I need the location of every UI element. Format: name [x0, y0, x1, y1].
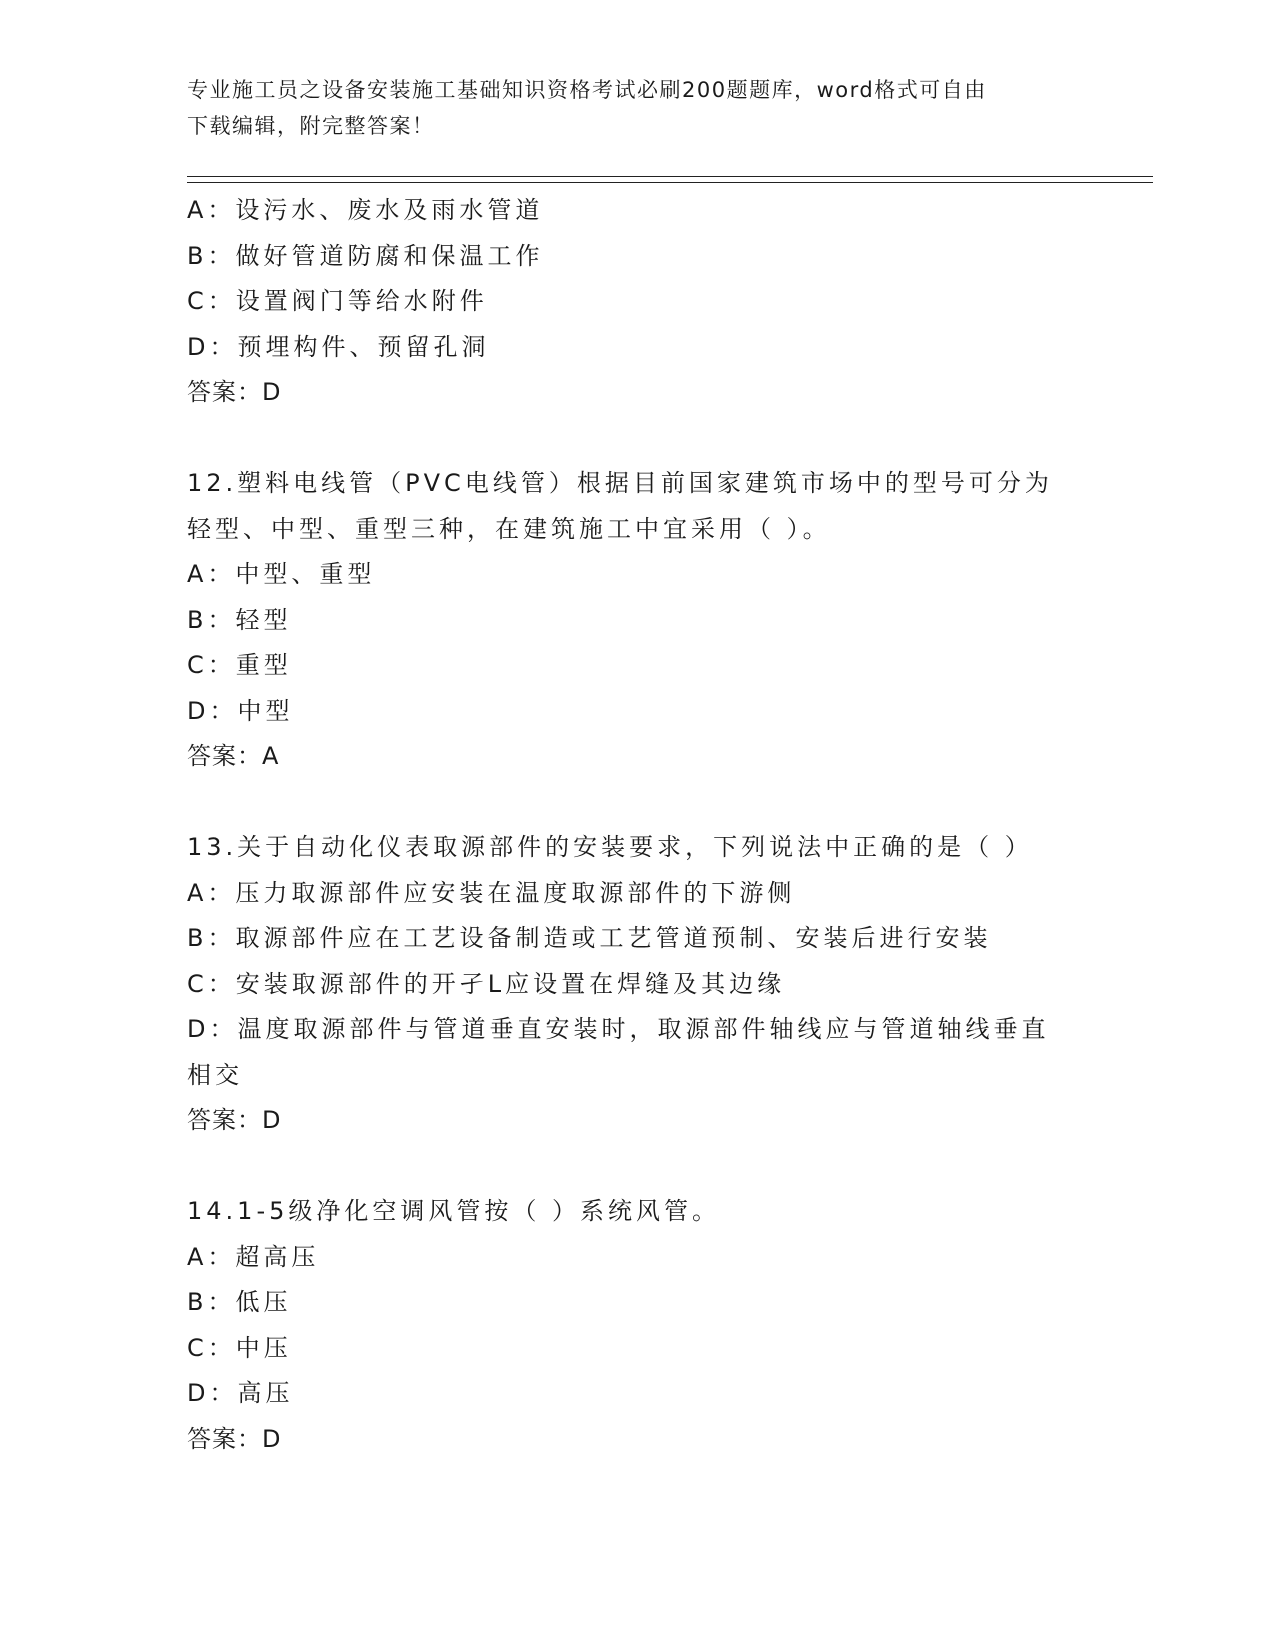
option-d-continued: 相交 — [187, 1060, 243, 1089]
question-13 — [187, 825, 1087, 1144]
option-d: D：中型 — [187, 696, 294, 725]
option-b: B：取源部件应在工艺设备制造或工艺管道预制、安装后进行安装 — [187, 924, 992, 952]
header-title-line-2: 下载编辑，附完整答案！ — [187, 114, 435, 138]
answer-line: 答案：A — [187, 742, 280, 770]
option-a: A：中型、重型 — [187, 560, 376, 588]
header-divider-top — [187, 176, 1153, 177]
option-b: B：做好管道防腐和保温工作 — [187, 241, 544, 270]
header-divider-bottom — [187, 182, 1153, 183]
spacer — [187, 1144, 1087, 1190]
question-14 — [187, 1189, 1087, 1462]
option-d: D：预埋构件、预留孔洞 — [187, 332, 490, 361]
option-c: C：重型 — [187, 651, 292, 679]
option-a: A：压力取源部件应安装在温度取源部件的下游侧 — [187, 878, 796, 907]
question-stem-continued: 轻型、中型、重型三种，在建筑施工中宜采用（ ）。 — [187, 514, 831, 543]
option-b: B：低压 — [187, 1288, 292, 1316]
option-d: D：高压 — [187, 1379, 294, 1407]
spacer — [187, 780, 1087, 826]
question-stem: 14.1-5级净化空调风管按（ ）系统风管。 — [187, 1197, 720, 1225]
option-c: C：中压 — [187, 1333, 292, 1362]
option-b: B：轻型 — [187, 605, 292, 634]
spacer — [187, 416, 1087, 462]
option-d: D：温度取源部件与管道垂直安装时，取源部件轴线应与管道轴线垂直 — [187, 1015, 1050, 1043]
option-a: A：超高压 — [187, 1242, 320, 1271]
answer-line: 答案：D — [187, 1424, 282, 1453]
option-c: C：设置阀门等给水附件 — [187, 287, 488, 315]
document-header — [187, 72, 1067, 144]
question-12 — [187, 461, 1087, 780]
header-title-line-1: 专业施工员之设备安装施工基础知识资格考试必刷200题题库，word格式可自由 — [187, 78, 987, 102]
answer-line: 答案：D — [187, 378, 282, 406]
question-stem: 13.关于自动化仪表取源部件的安装要求，下列说法中正确的是（ ） — [187, 833, 1033, 861]
question-list — [187, 188, 1087, 1462]
option-c: C：安装取源部件的开孑L应设置在焊缝及其边缘 — [187, 969, 786, 998]
question-stem: 12.塑料电线管（PVC电线管）根据目前国家建筑市场中的型号可分为 — [187, 469, 1053, 497]
option-a: A：设污水、废水及雨水管道 — [187, 196, 544, 224]
previous-question-block — [187, 188, 1087, 416]
answer-line: 答案：D — [187, 1106, 282, 1134]
